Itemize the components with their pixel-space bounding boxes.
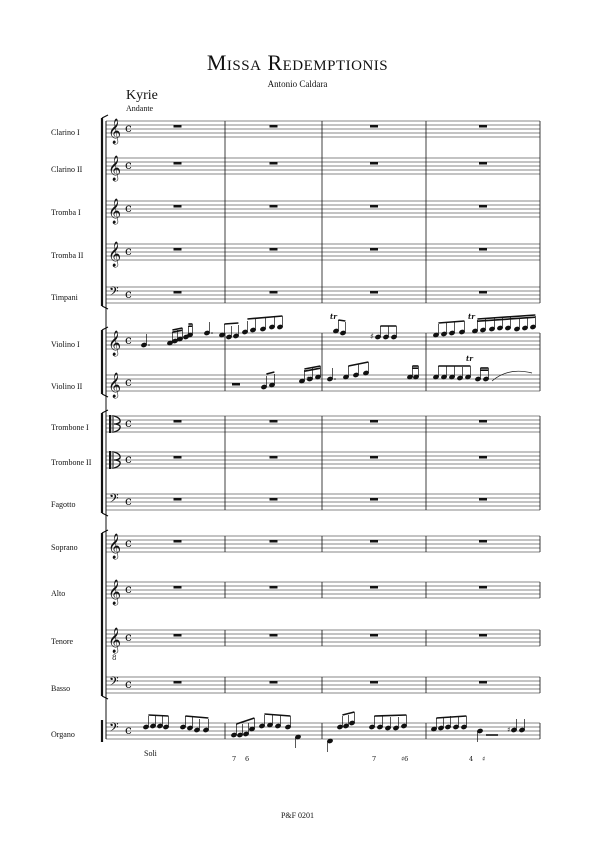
instrument-label-timpani: Timpani	[51, 293, 78, 302]
time-signature: c	[125, 201, 132, 215]
group-bracket-hook	[102, 115, 108, 118]
beam	[148, 715, 168, 716]
treble-clef: 𝄞	[108, 331, 122, 356]
whole-rest	[174, 681, 182, 684]
time-signature: c	[125, 333, 132, 347]
time-signature: c	[125, 494, 132, 508]
whole-rest	[370, 540, 378, 543]
instrument-label-clarino-2: Clarino II	[51, 165, 83, 174]
whole-rest	[270, 586, 278, 589]
trill-ornament: tr	[330, 312, 337, 321]
whole-rest	[174, 420, 182, 423]
figured-bass-figure: ♯6	[401, 755, 409, 763]
soli-marking: Soli	[144, 749, 157, 758]
whole-rest	[270, 634, 278, 637]
instrument-label-violino-1: Violino I	[51, 340, 80, 349]
beam	[264, 714, 290, 716]
sharp: ♯	[306, 375, 310, 383]
whole-rest	[370, 420, 378, 423]
whole-rest	[479, 634, 487, 637]
trill-ornament: tr	[468, 312, 475, 321]
whole-rest	[479, 291, 487, 294]
dot	[148, 344, 150, 346]
whole-rest	[174, 291, 182, 294]
whole-rest	[174, 162, 182, 165]
time-signature: c	[125, 582, 132, 596]
whole-rest	[174, 125, 182, 128]
whole-rest	[270, 291, 278, 294]
whole-rest	[479, 420, 487, 423]
instrument-label-alto: Alto	[51, 589, 66, 598]
whole-rest	[270, 205, 278, 208]
page-title: Missa Redemptionis	[206, 50, 389, 75]
whole-rest	[174, 456, 182, 459]
time-signature: c	[125, 375, 132, 389]
whole-rest	[370, 162, 378, 165]
whole-rest	[479, 162, 487, 165]
instrument-label-tromba-1: Tromba I	[51, 208, 81, 217]
instrument-label-soprano: Soprano	[51, 543, 78, 552]
time-signature: c	[125, 121, 132, 135]
whole-rest	[479, 498, 487, 501]
beam	[247, 316, 282, 319]
beam	[374, 715, 406, 716]
bass-clef: 𝄢	[109, 674, 119, 692]
instrument-label-trombone-1: Trombone I	[51, 423, 89, 432]
treble-clef: 𝄞	[108, 199, 122, 224]
group-bracket-hook	[102, 696, 108, 699]
treble-clef: 𝄞	[108, 534, 122, 559]
tempo-marking: Andante	[126, 104, 154, 113]
whole-rest	[270, 681, 278, 684]
beam	[185, 716, 208, 718]
time-signature: c	[125, 536, 132, 550]
whole-rest	[479, 205, 487, 208]
half-rest	[232, 383, 240, 386]
instrument-label-fagotto: Fagotto	[51, 500, 76, 509]
slur	[492, 371, 532, 381]
whole-rest	[270, 248, 278, 251]
alto-clef	[109, 451, 111, 469]
time-signature: c	[125, 452, 132, 466]
beam	[438, 321, 464, 323]
time-signature: c	[125, 244, 132, 258]
time-signature: c	[125, 723, 132, 737]
whole-rest	[270, 456, 278, 459]
whole-rest	[370, 291, 378, 294]
dot	[211, 332, 213, 334]
whole-rest	[270, 125, 278, 128]
whole-rest	[370, 205, 378, 208]
instrument-label-basso: Basso	[51, 684, 71, 693]
whole-rest	[370, 248, 378, 251]
beam	[436, 716, 466, 718]
trill-ornament: tr	[466, 354, 473, 363]
bass-clef: 𝄢	[109, 720, 119, 738]
alto-clef	[113, 451, 114, 469]
whole-rest	[270, 540, 278, 543]
whole-rest	[174, 205, 182, 208]
treble-clef: 𝄞	[108, 156, 122, 181]
whole-rest	[479, 456, 487, 459]
whole-rest	[370, 634, 378, 637]
group-bracket-hook	[102, 513, 108, 516]
beam	[342, 712, 354, 715]
beam	[266, 372, 274, 374]
treble-clef: 𝄞	[108, 119, 122, 144]
beam	[224, 323, 238, 324]
bass-clef: 𝄢	[109, 284, 119, 302]
bass-clef: 𝄢	[109, 491, 119, 509]
treble-clef: 𝄞	[108, 580, 122, 605]
sharp: ♯	[507, 726, 511, 734]
group-bracket-hook	[102, 530, 108, 533]
alto-clef	[109, 415, 111, 433]
beam	[338, 320, 345, 321]
whole-rest	[174, 498, 182, 501]
time-signature: c	[125, 630, 132, 644]
whole-rest	[479, 540, 487, 543]
figured-bass-figure: 7	[372, 755, 377, 763]
whole-rest	[370, 125, 378, 128]
figured-bass-figure: 4	[469, 755, 474, 763]
whole-rest	[479, 248, 487, 251]
whole-rest	[174, 586, 182, 589]
whole-rest	[370, 456, 378, 459]
instrument-label-tenore: Tenore	[51, 637, 74, 646]
alto-clef	[113, 415, 114, 433]
figured-bass-figure: 7	[232, 755, 237, 763]
movement-title: Kyrie	[126, 88, 158, 103]
whole-rest	[174, 540, 182, 543]
time-signature: c	[125, 158, 132, 172]
group-bracket-hook	[102, 306, 108, 309]
instrument-label-trombone-2: Trombone II	[51, 458, 92, 467]
composer-name: Antonio Caldara	[267, 79, 328, 89]
figured-bass-figure: ♯	[482, 755, 486, 763]
dot	[334, 378, 336, 380]
whole-rest	[174, 248, 182, 251]
treble-clef: 𝄞	[108, 373, 122, 398]
whole-rest	[370, 586, 378, 589]
treble-clef: 𝄞	[108, 628, 122, 653]
sharp: ♯	[370, 332, 374, 341]
whole-rest	[174, 634, 182, 637]
publisher-code: P&F 0201	[280, 811, 315, 820]
treble-clef: 𝄞	[108, 242, 122, 267]
time-signature: c	[125, 416, 132, 430]
instrument-label-tromba-2: Tromba II	[51, 251, 84, 260]
instrument-label-organo: Organo	[51, 730, 75, 739]
whole-rest	[270, 420, 278, 423]
time-signature: c	[125, 287, 132, 301]
group-bracket-hook	[102, 327, 108, 330]
whole-rest	[479, 125, 487, 128]
group-bracket-hook	[102, 410, 108, 413]
whole-rest	[270, 162, 278, 165]
whole-rest	[479, 586, 487, 589]
instrument-label-violino-2: Violino II	[51, 382, 83, 391]
figured-bass-figure: 6	[245, 755, 250, 763]
whole-rest	[270, 498, 278, 501]
whole-rest	[479, 681, 487, 684]
time-signature: c	[125, 677, 132, 691]
octave-mark: 8	[112, 654, 117, 662]
whole-rest	[370, 498, 378, 501]
whole-rest	[370, 681, 378, 684]
instrument-label-clarino-1: Clarino I	[51, 128, 80, 137]
